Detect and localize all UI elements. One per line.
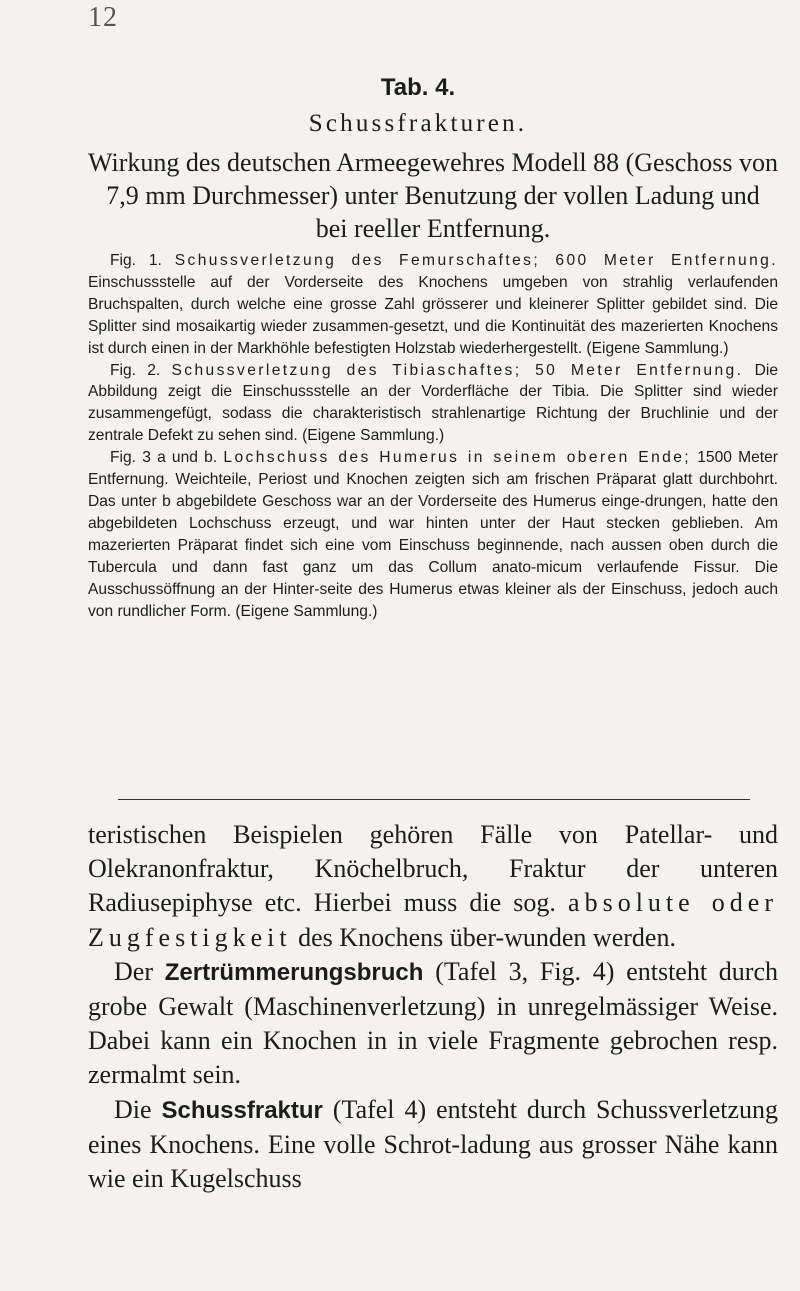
paragraph xyxy=(88,818,778,955)
section-title: Schussfrakturen. xyxy=(308,110,528,137)
caption-label: Fig. 3 a und b. xyxy=(110,449,218,467)
text-run: des Knochens über-wunden werden. xyxy=(298,922,676,952)
text-run: Der xyxy=(114,956,153,986)
caption-title: Schussverletzung des Femurschaftes; 600 Meter Entfernung. xyxy=(174,252,778,269)
separator-rule xyxy=(118,799,750,800)
caption-text: Die Abbildung zeigt die Einschussstelle an der Vorderfläche der Tibia. Die Splitter sind wieder zusammengefügt, sodass die charakteristisch strahlenartige Richtung der Bruchlinie und der zentrale Defekt zu sehen sind. (Eigene Sammlung.) xyxy=(88,361,779,445)
caption-fig-1 xyxy=(88,250,778,360)
paragraph xyxy=(88,955,778,1093)
bold-term: Schussfraktur xyxy=(161,1096,323,1124)
body-text xyxy=(88,818,778,1196)
tab-title: Tab. 4. xyxy=(380,74,456,101)
figure-captions xyxy=(88,250,778,622)
caption-fig-3 xyxy=(88,447,778,622)
text-run: (Tafel 4) entsteht durch Schussverletzung eines Knochens. Eine volle Schrot-ladung aus grosser Nähe kann wie ein Kugelschuss xyxy=(88,1094,779,1194)
spaced-emphasis: absolute oder Zugfestigkeit xyxy=(88,888,779,952)
bold-term: Zertrümmerungsbruch xyxy=(164,958,424,986)
caption-fig-2 xyxy=(88,360,778,448)
plate-heading: Wirkung des deutschen Armeegewehres Modell 88 (Geschoss von 7,9 mm Durchmesser) unter Benutzung der vollen Ladung und bei reeller Entfernung. xyxy=(88,148,778,243)
caption-text: Einschussstelle auf der Vorderseite des Knochens umgeben von strahlig verlaufenden Bruchspalten, durch welche eine grosse Zahl grösserer und kleinerer Splitter gebildet sind. Die Splitter sind mosaikartig wieder zusammen-gesetzt, und die Kontinuität des mazerierten Knochens ist durch einen in der Markhöhle befestigten Holzstab wiederhergestellt. (Eigene Sammlung.) xyxy=(88,273,778,357)
page-number: 12 xyxy=(88,2,118,33)
paragraph xyxy=(88,1093,778,1197)
text-run: (Tafel 3, Fig. 4) entsteht durch grobe Gewalt (Maschinenverletzung) in unregelmässiger Weise. Dabei kann ein Knochen in in viele Fragmente gebrochen resp. zermalmt sein. xyxy=(88,956,778,1090)
caption-label: Fig. 1. xyxy=(110,252,162,269)
text-run: teristischen Beispielen gehören Fälle von Patellar- und Olekranonfraktur, Knöchelbruch, Fraktur der unteren Radiusepiphyse etc. Hierbei muss die sog. xyxy=(88,820,778,918)
text-run: Die xyxy=(114,1094,152,1124)
caption-label: Fig. 2. xyxy=(110,361,161,379)
caption-title: Schussverletzung des Tibiaschaftes; 50 Meter Entfernung. xyxy=(171,361,744,379)
caption-text: 1500 Meter Entfernung. Weichteile, Periost und Knochen zeigten sich am frischen Präparat glatt durchbohrt. Das unter b abgebildete Geschoss war an der Vorderseite des Humerus einge-drungen, hatte den abgebildeten Lochschuss erzeugt, und war hinten unter der Haut stecken geblieben. Am mazerierten Präparat findet sich eine vom Einschuss beginnende, nach aussen oben durch die Tubercula und dann fast ganz um das Collum anato-micum verlaufende Fissur. Die Ausschussöffnung an der Hinter-seite des Humerus etwas kleiner als der Einschuss, jedoch auch von rundlicher Form. (Eigene Sammlung.) xyxy=(88,449,778,620)
caption-title: Lochschuss des Humerus in seinem oberen Ende; xyxy=(223,449,692,467)
